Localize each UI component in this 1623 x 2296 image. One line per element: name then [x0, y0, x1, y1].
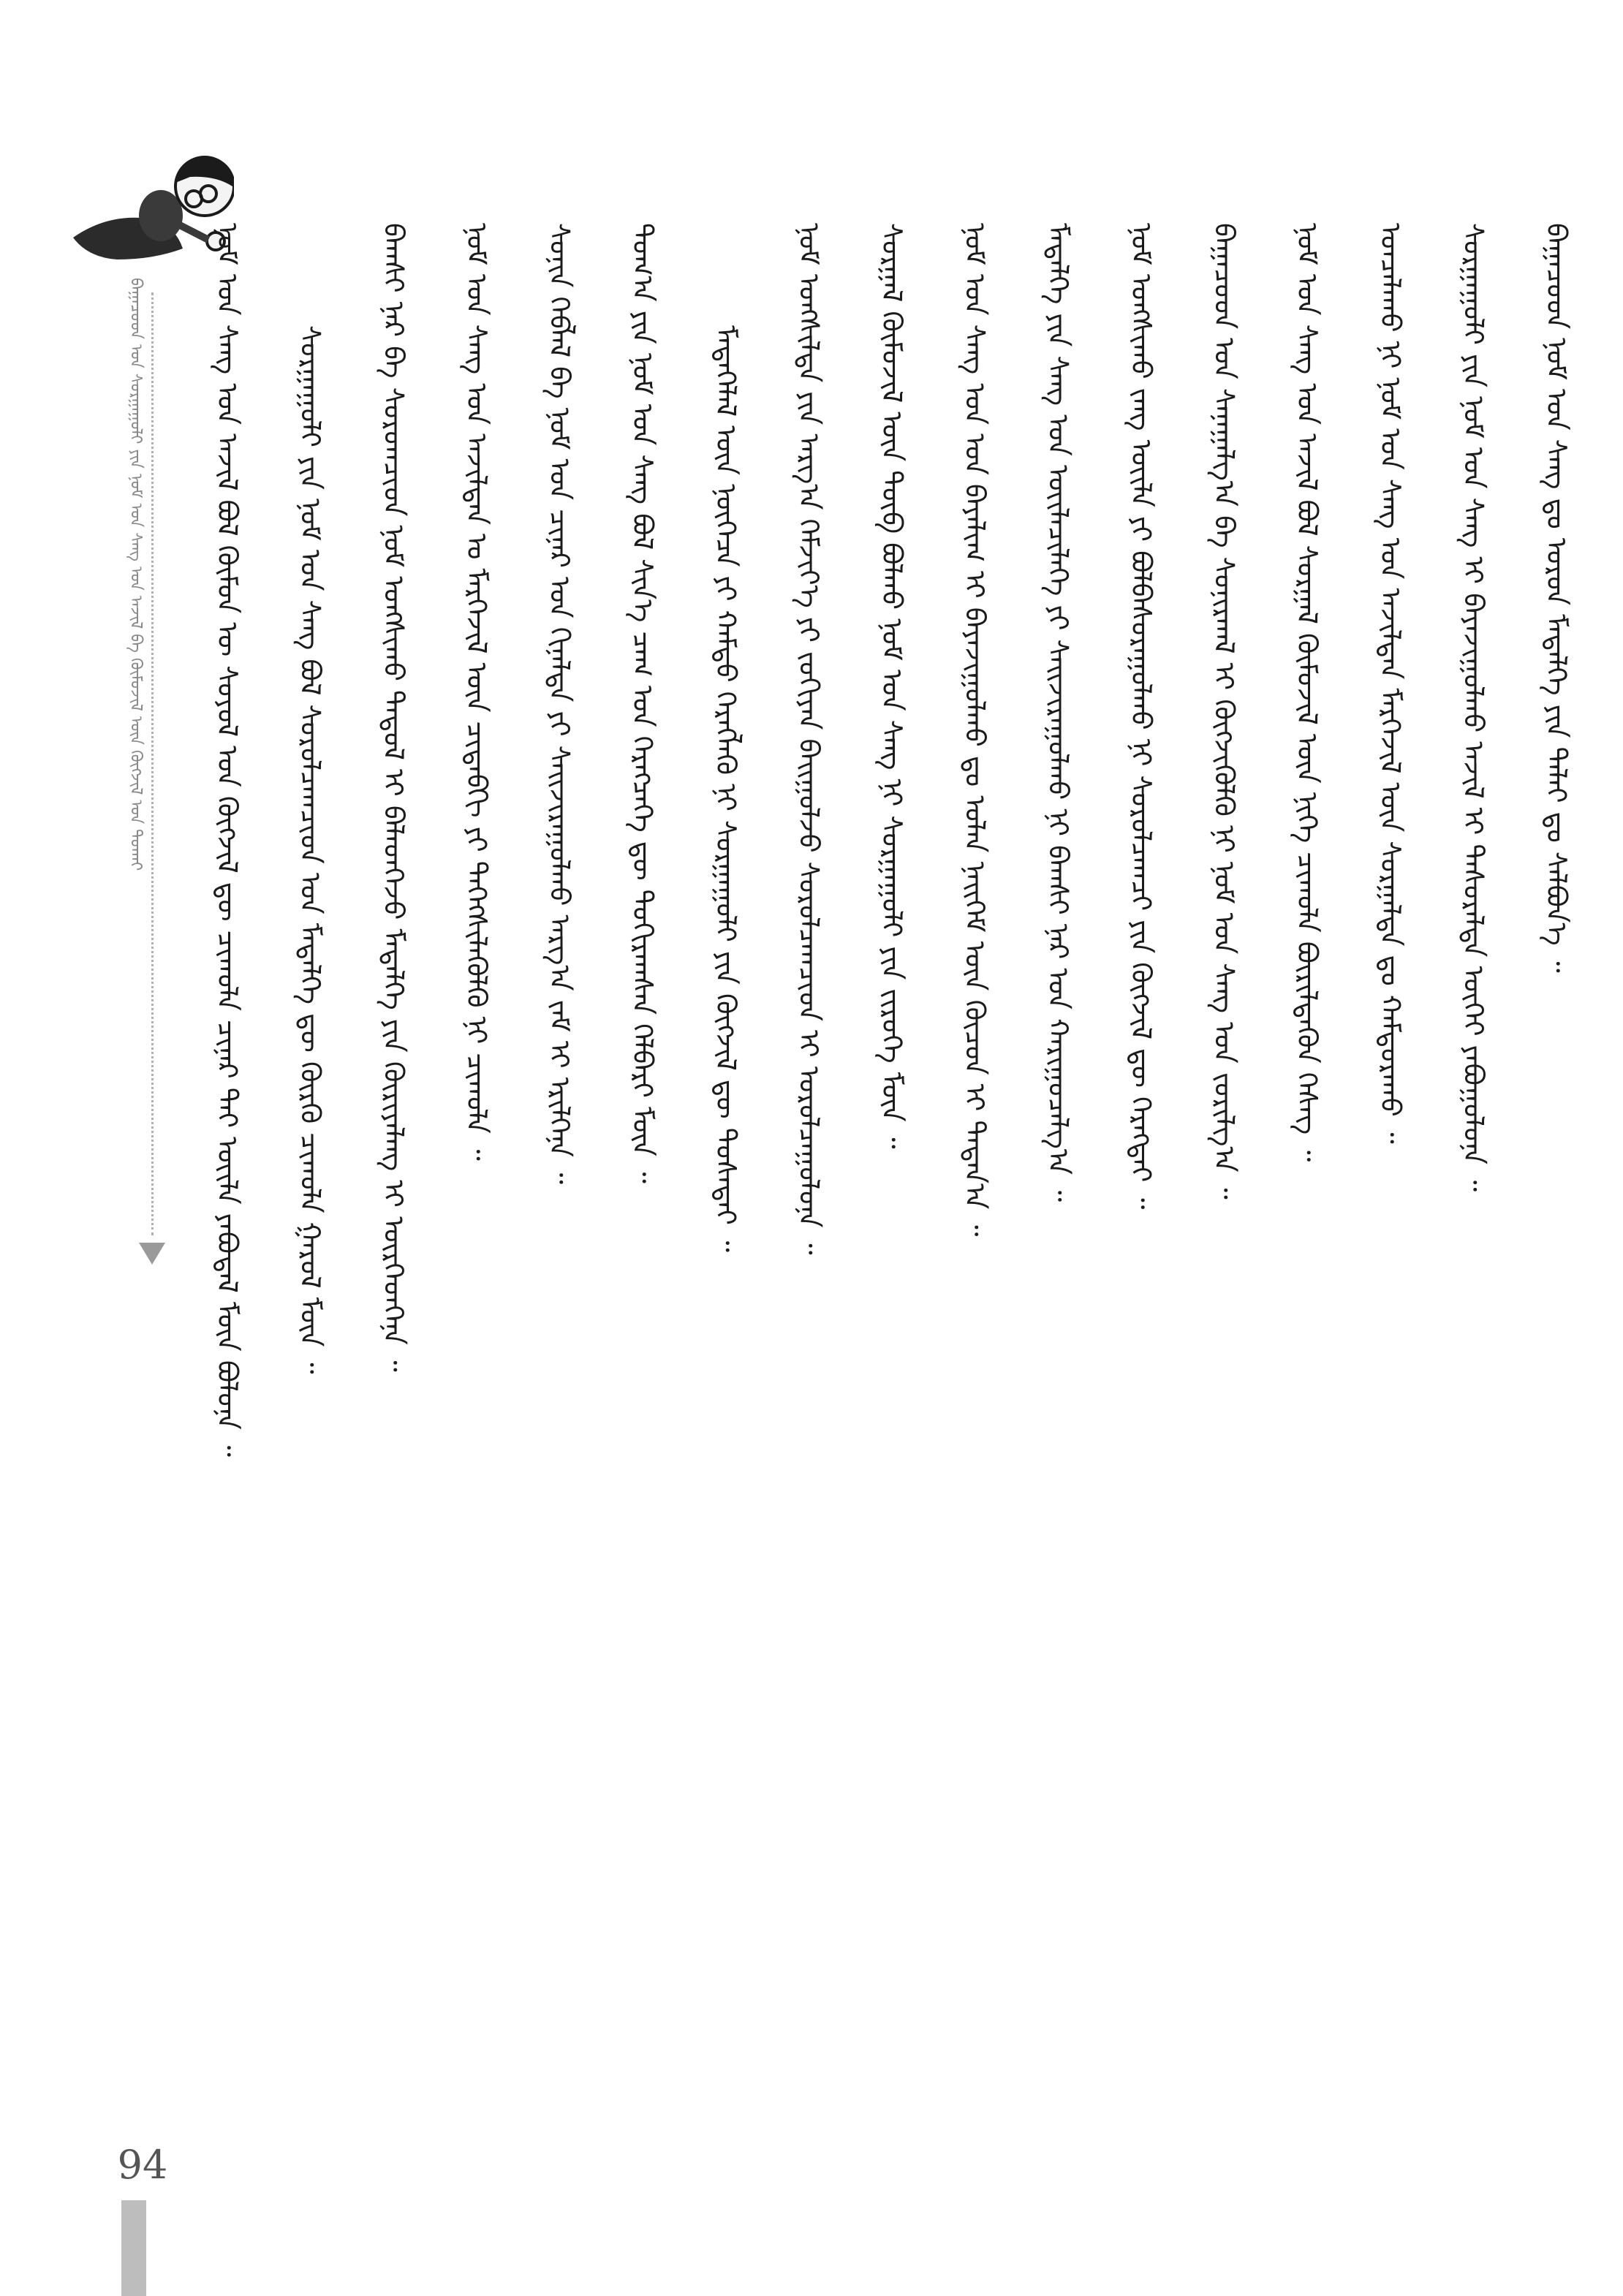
text-column: ᠪᠠᠭᠠᠴᠤᠳ ᠨᠣᠮ ᠤᠨ ᠰᠠᠩ ᠳᠤ ᠣᠷᠤᠨ ᠮᠡᠳᠡᠯᠭᠡ ᠶᠢᠨ ᠳᠠᠯᠠᠢ ᠳᠤ ᠰᠡᠯᠪᠦᠨ᠎ᠡ ᠃ — [1540, 223, 1573, 973]
text-column: ᠰᠤᠷᠭᠠᠯ ᠬᠥᠮᠦᠵᠢᠯ ᠦᠨ ᠲᠦᠪ ᠪᠣᠯᠬᠤ ᠨᠣᠮ ᠤᠨ ᠰᠠᠩ ᠨᠢ ᠰᠤᠷᠭᠠᠭᠤᠯᠢ ᠶᠢᠨ ᠵᠢᠷᠦᠬᠡ ᠮᠥᠨ ᠃ — [876, 223, 908, 1149]
edge-tab — [121, 2200, 146, 2296]
text-column: ᠨᠣᠮ ᠤᠩᠰᠢᠬᠤ ᠵᠠᠩ ᠦᠢᠯᠡ ᠶᠢ ᠪᠣᠯᠪᠠᠰᠤᠷᠠᠭᠤᠯᠬᠤ ᠨᠢ ᠰᠤᠷᠤᠯᠴᠠᠭᠴᠢ ᠶᠢᠨ ᠬᠥᠭᠵᠢᠯ ᠳᠦ ᠬᠡᠷᠡᠭᠲᠡᠢ ᠃ — [1124, 223, 1157, 1210]
text-column: ᠨᠣᠮ ᠤᠨ ᠰᠠᠩ ᠤᠨ ᠠᠵᠢᠯ ᠪᠣᠯ ᠰᠤᠷᠭᠠᠯ ᠬᠥᠮᠦᠵᠢᠯ ᠦᠨ ᠨᠢᠭᠡ ᠴᠢᠬᠤᠯᠠ ᠪᠦᠷᠢᠯᠳᠡᠬᠦᠨ ᠬᠡᠰᠡᠭ ᠃ — [1291, 223, 1324, 1162]
text-column: ᠰᠤᠷᠭᠠᠭᠤᠯᠢ ᠶᠢᠨ ᠨᠣᠮ ᠤᠨ ᠰᠠᠩ ᠪᠣᠯ ᠰᠤᠷᠤᠯᠴᠠᠭᠴᠢᠳ ᠤᠨ ᠮᠡᠳᠡᠯᠭᠡ ᠳᠦ ᠬᠦᠷᠬᠦ ᠴᠢᠬᠤᠯᠠ ᠭᠠᠷᠤᠯ ᠮᠥᠨ ᠃ — [294, 325, 327, 1374]
body-text — [205, 223, 1579, 2065]
text-column: ᠪᠠᠭᠠᠴᠤᠳ ᠤᠨ ᠰᠠᠨᠠᠭᠠᠯᠭ᠎ᠠ ᠪᠠ ᠰᠣᠨᠢᠷᠬᠠᠯ ᠢ ᠬᠥᠭᠵᠢᠭᠦᠯᠬᠦ ᠨᠢ ᠨᠣᠮ ᠤᠨ ᠰᠠᠩ ᠤᠨ ᠵᠣᠷᠢᠯᠭ᠎ᠠ ᠃ — [1208, 223, 1241, 1200]
text-column: ᠰᠤᠷᠭᠠᠭᠤᠯᠢ ᠶᠢᠨ ᠨᠣᠮ ᠤᠨ ᠰᠠᠩ ᠢ ᠪᠠᠶᠠᠵᠢᠭᠤᠯᠬᠤ ᠠᠵᠢᠯ ᠢ ᠲᠠᠰᠤᠷᠠᠯᠲᠠ ᠦᠭᠡᠢ ᠶᠠᠪᠤᠭᠤᠯᠤᠨᠠ ᠃ — [1457, 223, 1490, 1192]
running-header-text: ᠪᠠᠭᠠᠴᠤᠳ ᠤᠨ ᠰᠤᠷᠭᠠᠭᠤᠯᠢ ᠶᠢᠨ ᠨᠣᠮ ᠤᠨ ᠰᠠᠩ ᠤᠨ ᠠᠵᠢᠯ ᠪᠠ ᠬᠦᠮᠦᠵᠢᠯ ᠦᠨ ᠬᠥᠭᠵᠢᠯ ᠤᠨ ᠲᠤᠬᠠᠢ — [126, 278, 145, 871]
text-column: ᠪᠠᠭᠰᠢ ᠨᠠᠷ ᠪᠠ ᠰᠤᠷᠤᠭᠴᠢᠳ ᠨᠣᠮ ᠤᠩᠰᠢᠬᠤ ᠳᠠᠳᠤᠯ ᠢ ᠪᠡᠯᠡᠳᠬᠡᠵᠦ ᠮᠡᠳᠡᠯᠭᠡ ᠶᠢᠨ ᠬᠦᠷᠢᠶᠡᠯᠡᠩ ᠢ ᠥᠷᠭᠡᠳᠬᠡᠨᠡ ᠃ — [377, 223, 410, 1372]
text-column: ᠨᠣᠮ ᠤᠨ ᠰᠠᠩ ᠤᠨ ᠠᠵᠢᠯ ᠪᠣᠯ ᠬᠦᠮᠦᠨ ᠦ ᠰᠤᠶᠤᠯ ᠤᠨ ᠬᠥᠭᠵᠢᠯ ᠳᠦ ᠴᠢᠬᠤᠯᠠ ᠴᠢᠨᠠᠷ ᠲᠠᠢ ᠦᠢᠯᠡ ᠶᠠᠪᠤᠳᠠᠯ ᠮᠥᠨ ᠪᠣᠯᠤᠨᠠ ᠃ — [211, 223, 243, 1457]
dotted-rule — [151, 292, 154, 1235]
text-column: ᠮᠡᠳᠡᠭᠡᠯᠡᠯ ᠦᠨ ᠨᠥᠭᠡᠴᠡ ᠶᠢ ᠬᠠᠮᠲᠤ ᠬᠡᠷᠡᠭᠯᠡᠬᠦ ᠨᠢ ᠰᠤᠷᠭᠠᠭᠤᠯᠢ ᠶᠢᠨ ᠬᠥᠭᠵᠢᠯ ᠳᠦ ᠲᠤᠰᠠᠲᠠᠢ ᠃ — [709, 325, 742, 1253]
text-column: ᠨᠣᠮ ᠤᠨ ᠰᠠᠩ ᠤᠨ ᠠᠵᠢᠯᠲᠠᠨ ᠤ ᠮᠡᠷᠭᠡᠵᠢᠯ ᠦᠨ ᠴᠢᠳᠠᠪᠬᠢ ᠶᠢ ᠳᠡᠭᠡᠭᠰᠢᠯᠡᠭᠦᠯᠬᠦ ᠨᠢ ᠴᠢᠬᠤᠯᠠ ᠃ — [460, 223, 493, 1161]
text-column: ᠨᠣᠮ ᠤᠨ ᠰᠠᠩ ᠤᠨ ᠡᠳ ᠪᠠᠶᠠᠯᠢᠭ ᠢ ᠪᠠᠶᠠᠵᠢᠭᠤᠯᠬᠤ ᠳᠤ ᠣᠯᠠᠨ ᠨᠡᠢᠭᠡᠮ ᠦᠨ ᠬᠦᠴᠦᠨ ᠢ ᠲᠠᠲᠠᠨ᠎ᠠ ᠃ — [958, 223, 991, 1237]
page-number: 94 — [117, 2142, 168, 2188]
text-column: ᠲᠣᠭ᠎ᠠ ᠶᠢᠨ ᠨᠣᠮ ᠤᠨ ᠰᠠᠩ ᠪᠣᠯ ᠰᠢᠨ᠎ᠡ ᠴᠠᠭ ᠤᠨ ᠬᠡᠷᠡᠭᠴᠡᠭᠡ ᠳᠦ ᠲᠣᠬᠢᠷᠠᠭᠰᠠᠨ ᠬᠡᠯᠪᠡᠷᠢ ᠮᠥᠨ ᠃ — [627, 223, 659, 1183]
triangle-marker-icon — [139, 1243, 165, 1265]
text-column: ᠰᠣᠨᠢᠨ ᠬᠡᠪᠯᠡᠯ ᠪᠠ ᠨᠣᠮ ᠤᠨ ᠴᠢᠨᠠᠷ ᠤᠨ ᠬᠢᠨᠠᠯᠲᠠ ᠶᠢ ᠰᠠᠢᠵᠢᠷᠠᠭᠤᠯᠬᠤ ᠠᠷᠭ᠎ᠠ ᠵᠠᠮ ᠢ ᠡᠷᠢᠯᠬᠡᠨᠡ ᠃ — [543, 223, 576, 1185]
text-column: ᠮᠡᠳᠡᠯᠭᠡ ᠶᠢᠨ ᠰᠠᠩ ᠤᠨ ᠦᠢᠯᠡᠴᠢᠯᠡᠭᠡ ᠶᠢ ᠰᠠᠢᠵᠢᠷᠠᠭᠤᠯᠬᠤ ᠨᠢ ᠪᠠᠭᠰᠢ ᠨᠠᠷ ᠤᠨ ᠬᠠᠷᠢᠭᠤᠴᠠᠯᠭ᠎ᠠ ᠃ — [1042, 223, 1075, 1202]
text-column: ᠣᠨᠴᠠᠯᠠᠬᠤ ᠨᠢ ᠨᠣᠮ ᠤᠨ ᠰᠠᠩ ᠤᠨ ᠠᠵᠢᠯᠲᠠᠨ ᠮᠡᠷᠭᠡᠵᠢᠯ ᠦᠨ ᠰᠤᠷᠭᠠᠯᠲᠠ ᠳᠤ ᠬᠠᠮᠲᠤᠷᠠᠬᠤ ᠃ — [1374, 223, 1407, 1144]
text-column: ᠨᠣᠮ ᠤᠩᠰᠢᠯᠲᠠ ᠶᠢᠨ ᠠᠷᠭ᠎ᠠ ᠬᠡᠮᠵᠢᠶ᠎ᠡ ᠶᠢ ᠵᠣᠬᠢᠶᠠᠨ ᠪᠠᠢᠭᠤᠯᠵᠤ ᠰᠤᠷᠤᠯᠴᠠᠭᠴᠢᠳ ᠢ ᠣᠷᠤᠯᠴᠠᠭᠤᠯᠤᠨᠠ ᠃ — [792, 223, 825, 1255]
